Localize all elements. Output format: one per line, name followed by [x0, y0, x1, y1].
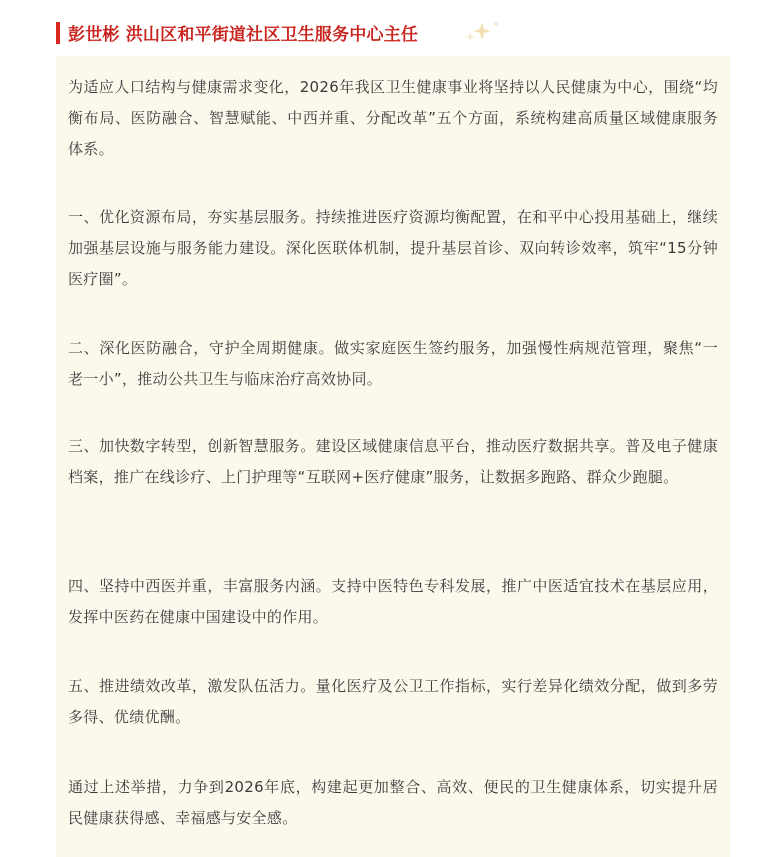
content-panel [56, 56, 730, 857]
paragraph-item-3: 三、加快数字转型，创新智慧服务。建设区域健康信息平台，推动医疗数据共享。普及电子健康档案，推广在线诊疗、上门护理等“互联网+医疗健康”服务，让数据多跑路、群众少跑腿。 [68, 437, 718, 486]
paragraph-item-1: 一、优化资源布局，夯实基层服务。持续推进医疗资源均衡配置，在和平中心投用基础上，继续加强基层设施与服务能力建设。深化医联体机制，提升基层首诊、双向转诊效率，筑牢“15分钟医疗圈”。 [68, 208, 718, 288]
paragraph-item-2: 二、深化医防融合，守护全周期健康。做实家庭医生签约服务，加强慢性病规范管理，聚焦“一老一小”，推动公共卫生与临床治疗高效协同。 [68, 339, 718, 388]
paragraph-item-4: 四、坚持中西医并重，丰富服务内涵。支持中医特色专科发展，推广中医适宜技术在基层应用，发挥中医药在健康中国建设中的作用。 [68, 577, 718, 626]
paragraph-intro: 为适应人口结构与健康需求变化，2026年我区卫生健康事业将坚持以人民健康为中心，围绕“均衡布局、医防融合、智慧赋能、中西并重、分配改革”五个方面，系统构建高质量区域健康服务体系。 [68, 78, 718, 158]
header-title: 彭世彬 洪山区和平街道社区卫生服务中心主任 [68, 25, 419, 45]
sparkle-decoration-icon [456, 18, 516, 48]
paragraph-conclusion: 通过上述举措，力争到2026年底，构建起更加整合、高效、便民的卫生健康体系，切实提升居民健康获得感、幸福感与安全感。 [68, 778, 718, 827]
header-accent-bar [56, 22, 60, 44]
section-header [56, 18, 756, 48]
paragraph-item-5: 五、推进绩效改革，激发队伍活力。量化医疗及公卫工作指标，实行差异化绩效分配，做到多劳多得、优绩优酬。 [68, 677, 718, 726]
